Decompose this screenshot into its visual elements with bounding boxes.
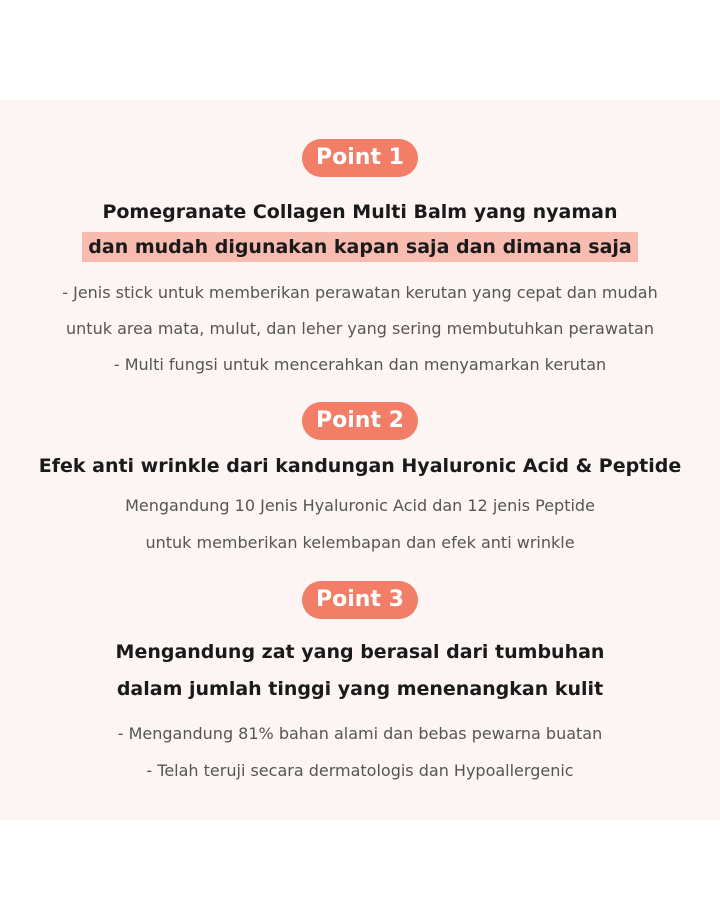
point-3-headline-line-1: Mengandung zat yang berasal dari tumbuhan <box>115 641 605 663</box>
point-3-badge: Point 3 <box>302 581 418 619</box>
point-1-detail-2: untuk area mata, mulut, dan leher yang sering membutuhkan perawatan <box>66 319 654 338</box>
point-2-detail-2: untuk memberikan kelembapan dan efek anti wrinkle <box>145 533 575 552</box>
point-3-detail-1: - Mengandung 81% bahan alami dan bebas pewarna buatan <box>117 724 603 743</box>
point-2-detail-1: Mengandung 10 Jenis Hyaluronic Acid dan 12 jenis Peptide <box>125 496 595 515</box>
point-2-badge: Point 2 <box>302 402 418 440</box>
point-3-headline-line-2: dalam jumlah tinggi yang menenangkan kulit <box>116 678 604 700</box>
point-1-detail-3: - Multi fungsi untuk mencerahkan dan menyamarkan kerutan <box>113 355 607 374</box>
point-1-detail-1: - Jenis stick untuk memberikan perawatan kerutan yang cepat dan mudah <box>62 283 658 302</box>
point-1-badge: Point 1 <box>302 139 418 177</box>
point-1-highlighted-headline: dan mudah digunakan kapan saja dan dimana saja <box>82 232 637 262</box>
point-3-detail-2: - Telah teruji secara dermatologis dan Hypoallergenic <box>146 761 574 780</box>
point-1-headline-line-1: Pomegranate Collagen Multi Balm yang nyaman <box>102 201 618 223</box>
point-1-headline-line-2-wrapper <box>0 232 720 262</box>
point-2-headline: Efek anti wrinkle dari kandungan Hyaluronic Acid & Peptide <box>38 455 682 477</box>
